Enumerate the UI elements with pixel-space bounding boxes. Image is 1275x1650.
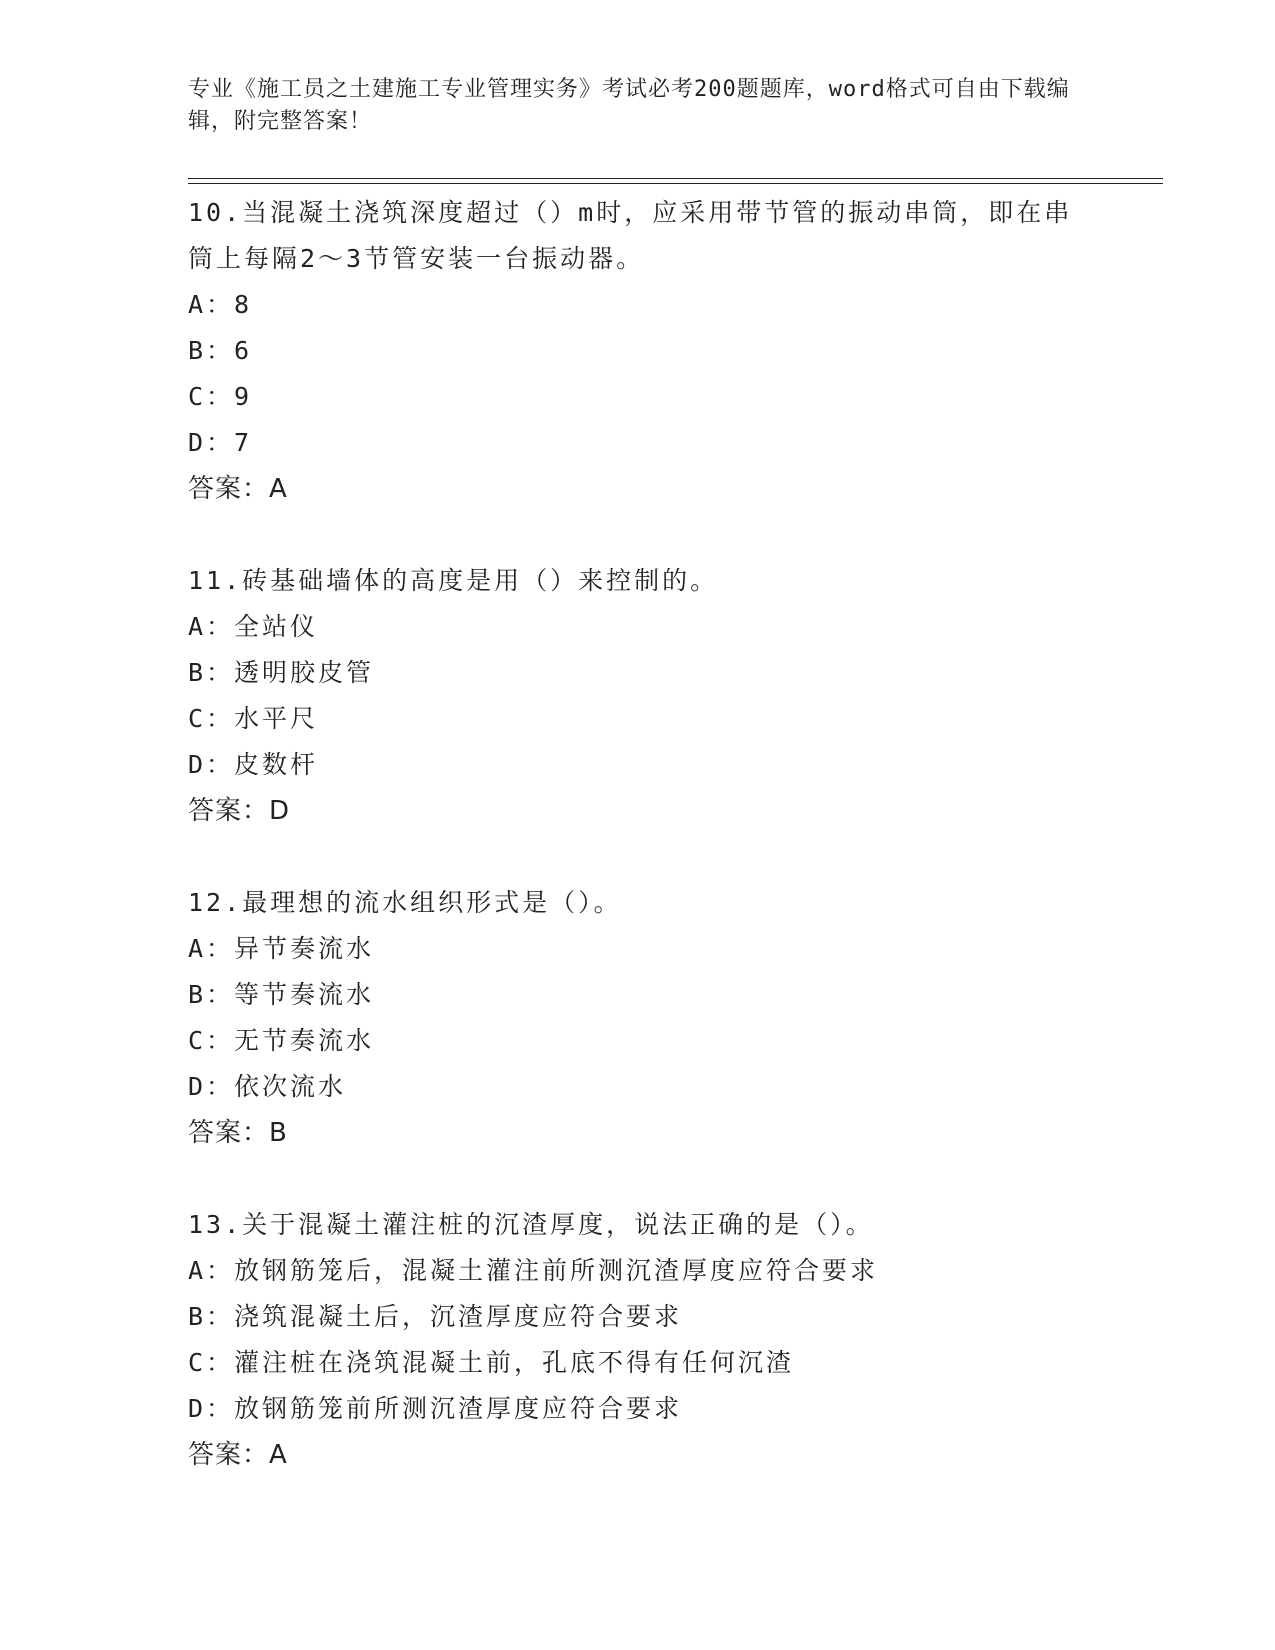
option-c: C：灌注桩在浇筑混凝土前，孔底不得有任何沉渣 bbox=[188, 1348, 795, 1377]
option-b: B：6 bbox=[188, 336, 253, 365]
option-b: B：浇筑混凝土后，沉渣厚度应符合要求 bbox=[188, 1302, 683, 1331]
option-c: C：9 bbox=[188, 382, 253, 411]
answer: 答案：A bbox=[188, 1440, 288, 1470]
question-text: 13.关于混凝土灌注桩的沉渣厚度，说法正确的是（）。 bbox=[188, 1210, 874, 1239]
header-divider-bottom bbox=[188, 183, 1163, 184]
question-10 bbox=[188, 190, 1088, 512]
option-b: B：透明胶皮管 bbox=[188, 658, 375, 687]
option-c: C：无节奏流水 bbox=[188, 1026, 375, 1055]
option-d: D：依次流水 bbox=[188, 1072, 347, 1101]
option-d: D：皮数杆 bbox=[188, 750, 319, 779]
option-a: A：全站仪 bbox=[188, 612, 319, 641]
answer: 答案：A bbox=[188, 474, 288, 504]
answer: 答案：B bbox=[188, 1118, 288, 1148]
option-d: D：7 bbox=[188, 428, 253, 457]
question-text: 10.当混凝土浇筑深度超过（）m时，应采用带节管的振动串筒，即在串筒上每隔2～3节管安装一台振动器。 bbox=[188, 198, 1073, 273]
answer: 答案：D bbox=[188, 796, 291, 826]
question-12 bbox=[188, 880, 1088, 1156]
option-c: C：水平尺 bbox=[188, 704, 319, 733]
option-a: A：8 bbox=[188, 290, 253, 319]
question-text: 11.砖基础墙体的高度是用（）来控制的。 bbox=[188, 566, 719, 595]
option-a: A：放钢筋笼后，混凝土灌注前所测沉渣厚度应符合要求 bbox=[188, 1256, 879, 1285]
option-d: D：放钢筋笼前所测沉渣厚度应符合要求 bbox=[188, 1394, 683, 1423]
question-text: 12.最理想的流水组织形式是（）。 bbox=[188, 888, 622, 917]
option-a: A：异节奏流水 bbox=[188, 934, 375, 963]
option-b: B：等节奏流水 bbox=[188, 980, 375, 1009]
document-header: 专业《施工员之土建施工专业管理实务》考试必考200题题库，word格式可自由下载编辑，附完整答案！ bbox=[188, 77, 1070, 134]
question-11 bbox=[188, 558, 1088, 834]
header-divider-top bbox=[188, 178, 1163, 179]
question-13 bbox=[188, 1202, 1088, 1478]
question-list bbox=[188, 190, 1088, 1524]
